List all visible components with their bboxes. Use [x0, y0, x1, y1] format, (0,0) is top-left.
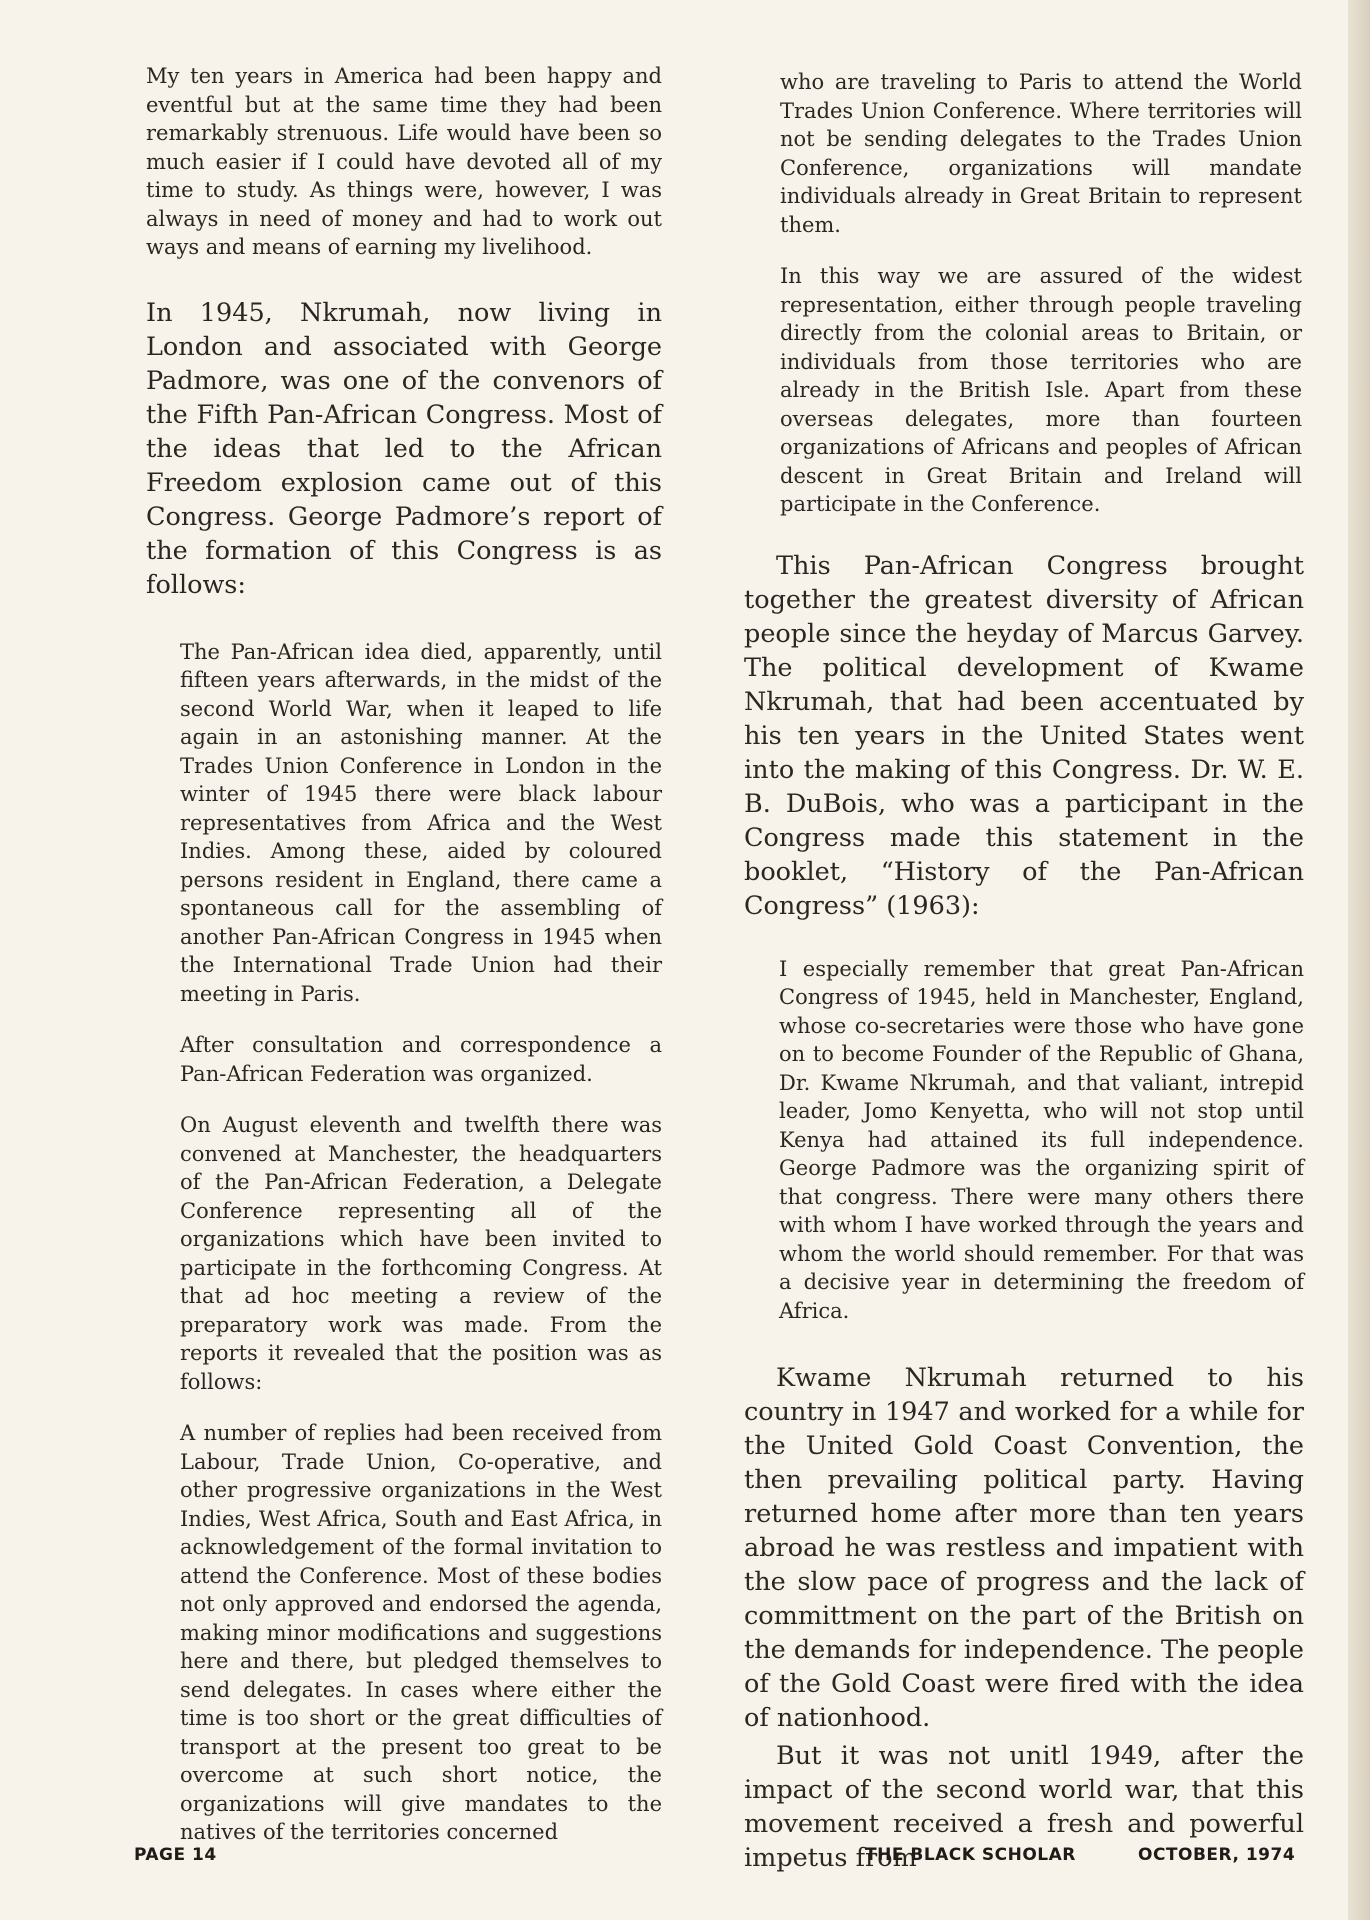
left-column — [146, 62, 662, 1847]
padmore-quote-continued: who are traveling to Paris to attend the World Trades Union Conference. Where territories will not be sending delegates to the Trades Union Conference, organizations will mandate individuals already in Great Britain to represent them. — [780, 70, 1302, 237]
right-column — [744, 68, 1304, 1875]
dubois-quote: I especially remember that great Pan-African Congress of 1945, held in Manchester, England, whose co-secretaries were those who have gone on to become Founder of the Republic of Ghana, Dr. Kwame Nkrumah, and that valiant, intrepid leader, Jomo Kenyetta, who will not stop until Kenya had attained its full independence. George Padmore was the organizing spirit of that congress. There were many others there with whom I have worked through the years and whom the world should remember. For that was a decisive year in determining the freedom of Africa. — [779, 956, 1304, 1323]
page-edge-shadow — [1348, 0, 1370, 1920]
intro-quote: My ten years in America had been happy and eventful but at the same time they had been remarkably strenuous. Life would have been so much easier if I could have devoted all of my time to study. As things were, however, I was always in need of money and had to work out ways and means of earning my livelihood. — [146, 64, 662, 259]
paragraph-1945-congress: In 1945, Nkrumah, now living in London and associated with George Padmore, was one of the convenors of the Fifth Pan-African Congress. Most of the ideas that led to the African Freedom explosion came out of this Congress. George Padmore’s report of the formation of this Congress is as follows: — [146, 297, 662, 600]
paragraph-nkrumah-returned: Kwame Nkrumah returned to his country in 1947 and worked for a while for the United Gold Coast Convention, the then prevailing political party. Having returned home after more than ten years abroad he was restless and impatient with the slow pace of progress and the lack of committment on the part of the British on the demands for independence. The people of the Gold Coast were fired with the idea of nationhood. — [744, 1363, 1304, 1733]
paragraph-pan-african-congress: This Pan-African Congress brought together the greatest diversity of African people since the heyday of Marcus Garvey. The political development of Kwame Nkrumah, that had been accentuated by his ten years in the United States went into the making of this Congress. Dr. W. E. B. DuBois, who was a participant in the Congress made this statement in the booklet, “History of the Pan-African Congress” (1963): — [744, 550, 1304, 921]
padmore-quote-paragraph: The Pan-African idea died, apparently, until fifteen years afterwards, in the midst of the second World War, when it leaped to life again in an astonishing manner. At the Trades Union Conference in London in the winter of 1945 there were black labour representatives from Africa and the West Indies. Among these, aided by coloured persons resident in England, there came a spontaneous call for the assembling of another Pan-African Congress in 1945 when the International Trade Union had their meeting in Paris. — [180, 639, 662, 1006]
padmore-quote-paragraph: On August eleventh and twelfth there was convened at Manchester, the headquarters of the Pan-African Federation, a Delegate Conference representing all of the organizations which have been invited to participate in the forthcoming Congress. At that ad hoc meeting a review of the preparatory work was made. From the reports it revealed that the position was as follows: — [180, 1113, 662, 1394]
journal-name: THE BLACK SCHOLAR — [865, 1845, 1076, 1865]
issue-date: OCTOBER, 1974 — [1138, 1845, 1296, 1865]
padmore-quote-paragraph: A number of replies had been received from Labour, Trade Union, Co-operative, and other progressive organizations in the West Indies, West Africa, South and East Africa, in acknowledgement of the formal invitation to attend the Conference. Most of these bodies not only approved and endorsed the agenda, making minor modifications and suggestions here and there, but pledged themselves to send delegates. In cases where either the time is too short or the great difficulties of transport at the present too great to be overcome at such short notice, the organizations will give mandates to the natives of the territories concerned — [180, 1421, 662, 1844]
paragraph-1949: But it was not unitl 1949, after the impact of the second world war, that this movement received a fresh and powerful impetus from — [744, 1741, 1304, 1873]
padmore-quote-paragraph: After consultation and correspondence a Pan-African Federation was organized. — [180, 1033, 662, 1086]
page-number: PAGE 14 — [134, 1845, 217, 1865]
padmore-quote-continued: In this way we are assured of the widest representation, either through people traveling directly from the colonial areas to Britain, or individuals from those territories who are already in the British Isle. Apart from these overseas delegates, more than fourteen organizations of Africans and peoples of African descent in Great Britain and Ireland will participate in the Conference. — [780, 264, 1302, 516]
